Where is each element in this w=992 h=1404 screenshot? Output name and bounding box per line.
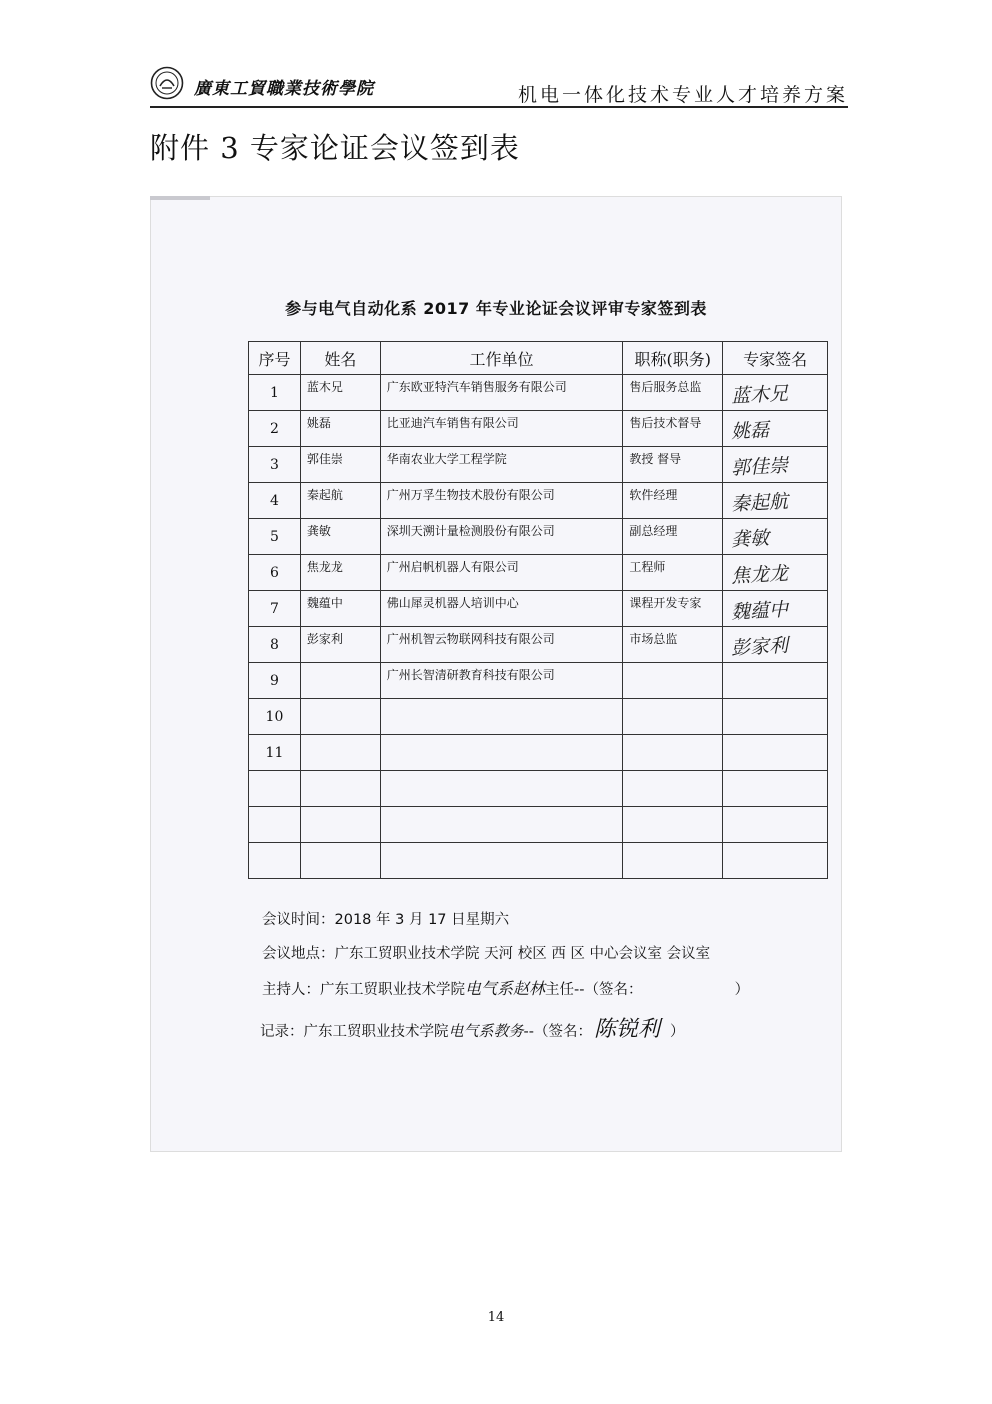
work-unit: 广州启帆机器人有限公司 [386,560,519,574]
column-header: 姓名 [300,342,380,375]
work-unit [381,699,623,705]
row-number: 7 [270,600,279,617]
table-row [249,555,828,591]
expert-name-cell [300,375,380,411]
work-unit-cell [380,735,623,771]
job-title [623,699,722,705]
work-unit-cell [380,591,623,627]
host-handwriting: 电气系赵林 [465,979,546,998]
expert-name [301,771,380,777]
recorder-mid: --（签名： [523,1024,592,1040]
work-unit-cell [380,771,623,807]
work-unit [381,735,623,741]
work-unit: 广州长智清研教育科技有限公司 [386,668,555,682]
table-row [249,591,828,627]
row-number-cell [249,483,301,519]
work-unit-cell [380,699,623,735]
recorder-suffix: ） [670,1024,685,1040]
expert-name-cell [300,771,380,807]
meeting-host [262,976,749,999]
row-number: 8 [270,636,279,653]
expert-signature-cell [723,771,828,807]
row-number-cell [249,807,301,843]
job-title-cell [623,555,723,591]
column-header: 专家签名 [723,342,828,375]
job-title-cell [623,447,723,483]
row-number-cell [249,411,301,447]
expert-name: 魏蕴中 [306,596,343,610]
expert-signature-cell [723,411,828,447]
work-unit: 比亚迪汽车销售有限公司 [386,416,519,430]
work-unit-cell [380,627,623,663]
row-number: 6 [270,564,279,581]
expert-signature: 魏蕴中 [730,598,789,624]
expert-name-cell [300,519,380,555]
table-row [249,807,828,843]
job-title-cell [623,591,723,627]
expert-name-cell [300,555,380,591]
job-title [623,771,722,777]
job-title: 教授 督导 [629,452,682,466]
form-title: 参与电气自动化系 2017 年专业论证会议评审专家签到表 [285,299,707,318]
table-row [249,843,828,879]
expert-name-cell [300,735,380,771]
row-number-cell [249,375,301,411]
job-title-cell [623,627,723,663]
expert-name [301,699,380,705]
job-title-cell [623,699,723,735]
job-title: 市场总监 [629,632,678,646]
expert-signature-cell [723,375,828,411]
row-number-cell [249,519,301,555]
work-unit: 广州万孚生物技术股份有限公司 [386,488,555,502]
expert-signature: 龚敏 [730,527,770,551]
expert-signature-cell [723,663,828,699]
job-title: 售后服务总监 [629,380,702,394]
work-unit-cell [380,663,623,699]
row-number: 2 [270,420,279,437]
row-number-cell [249,771,301,807]
expert-signature-cell [723,447,828,483]
expert-name-cell [300,627,380,663]
row-number-cell [249,627,301,663]
expert-signature: 郭佳崇 [730,454,789,480]
expert-name-cell [300,447,380,483]
expert-signature: 彭家利 [730,634,789,660]
expert-name-cell [300,411,380,447]
work-unit [381,843,623,849]
row-number: 1 [270,384,279,401]
expert-name-cell [300,663,380,699]
job-title [623,663,722,669]
row-number-cell [249,447,301,483]
job-title: 工程师 [629,560,666,574]
work-unit: 华南农业大学工程学院 [386,452,507,466]
expert-signature: 蓝木兄 [730,382,789,408]
row-number: 3 [270,456,279,473]
expert-name-cell [300,699,380,735]
row-number-cell [249,735,301,771]
job-title: 售后技术督导 [629,416,702,430]
signin-table [248,341,828,879]
scanned-signin-sheet [150,196,842,1152]
host-suffix: 主任--（签名： ） [545,982,750,998]
expert-name-cell [300,591,380,627]
row-number: 5 [270,528,279,545]
meeting-location: 会议地点：广东工贸职业技术学院 天河 校区 西 区 中心会议室 会议室 [262,946,711,962]
work-unit: 佛山犀灵机器人培训中心 [386,596,519,610]
row-number: 10 [265,708,284,725]
work-unit: 广州机智云物联网科技有限公司 [386,632,555,646]
row-number-cell [249,555,301,591]
expert-signature: 秦起航 [730,490,789,516]
work-unit [381,771,623,777]
job-title [623,843,722,849]
row-number-cell [249,699,301,735]
job-title-cell [623,735,723,771]
row-number: 11 [265,744,284,761]
expert-name-cell [300,843,380,879]
expert-name: 郭佳崇 [306,452,343,466]
job-title-cell [623,375,723,411]
expert-signature-cell [723,843,828,879]
expert-name [301,807,380,813]
expert-name: 秦起航 [306,488,343,502]
row-number: 4 [270,492,279,509]
job-title-cell [623,771,723,807]
work-unit: 深圳天溯计量检测股份有限公司 [386,524,555,538]
table-row [249,483,828,519]
row-number: 9 [270,672,279,689]
expert-signature: 姚磊 [730,419,770,443]
job-title-cell [623,807,723,843]
recorder-signature: 陈锐利 [593,1017,660,1042]
work-unit-cell [380,483,623,519]
expert-signature-cell [723,555,828,591]
job-title: 软件经理 [629,488,678,502]
job-title [623,735,722,741]
expert-name-cell [300,483,380,519]
work-unit-cell [380,555,623,591]
expert-signature-cell [723,483,828,519]
school-logo-icon [150,66,184,100]
table-row [249,699,828,735]
header-divider [150,106,848,108]
school-name: 廣東工貿職業技術學院 [194,79,374,99]
column-header: 工作单位 [380,342,623,375]
expert-signature-cell [723,735,828,771]
expert-name [301,735,380,741]
work-unit: 广东欧亚特汽车销售服务有限公司 [386,380,567,394]
expert-name: 焦龙龙 [306,560,343,574]
expert-name-cell [300,807,380,843]
expert-signature-cell [723,699,828,735]
expert-name: 彭家利 [306,632,343,646]
table-header-row [249,342,828,375]
work-unit-cell [380,843,623,879]
expert-name: 姚磊 [306,416,331,430]
table-row [249,375,828,411]
table-row [249,519,828,555]
meeting-recorder [260,1012,685,1043]
row-number-cell [249,663,301,699]
host-prefix: 主持人：广东工贸职业技术学院 [262,982,465,998]
expert-signature-cell [723,519,828,555]
work-unit [381,807,623,813]
expert-name [301,663,380,669]
work-unit-cell [380,447,623,483]
table-row [249,411,828,447]
expert-signature-cell [723,591,828,627]
expert-signature-cell [723,807,828,843]
table-row [249,447,828,483]
row-number-cell [249,843,301,879]
job-title-cell [623,483,723,519]
job-title: 副总经理 [629,524,678,538]
job-title-cell [623,519,723,555]
scan-edge [150,196,210,200]
job-title-cell [623,411,723,447]
column-header: 职称(职务) [623,342,723,375]
expert-signature: 焦龙龙 [730,562,789,588]
annex-title: 附件 3 专家论证会议签到表 [150,131,520,165]
work-unit-cell [380,411,623,447]
expert-name [301,843,380,849]
page-header [150,60,850,108]
recorder-prefix: 记录：广东工贸职业技术学院 [260,1024,449,1040]
table-row [249,771,828,807]
page-number: 14 [487,1310,505,1325]
work-unit-cell [380,375,623,411]
recorder-handwriting: 电气系教务 [448,1022,524,1040]
column-header: 序号 [249,342,301,375]
expert-name: 龚敏 [306,524,331,538]
job-title-cell [623,843,723,879]
job-title [623,807,722,813]
table-row [249,627,828,663]
table-row [249,735,828,771]
meeting-time: 会议时间：2018 年 3 月 17 日星期六 [262,912,510,928]
work-unit-cell [380,519,623,555]
document-title: 机电一体化技术专业人才培养方案 [517,84,848,106]
job-title: 课程开发专家 [629,596,702,610]
row-number-cell [249,591,301,627]
expert-name: 蓝木兄 [306,380,343,394]
job-title-cell [623,663,723,699]
table-row [249,663,828,699]
expert-signature-cell [723,627,828,663]
work-unit-cell [380,807,623,843]
